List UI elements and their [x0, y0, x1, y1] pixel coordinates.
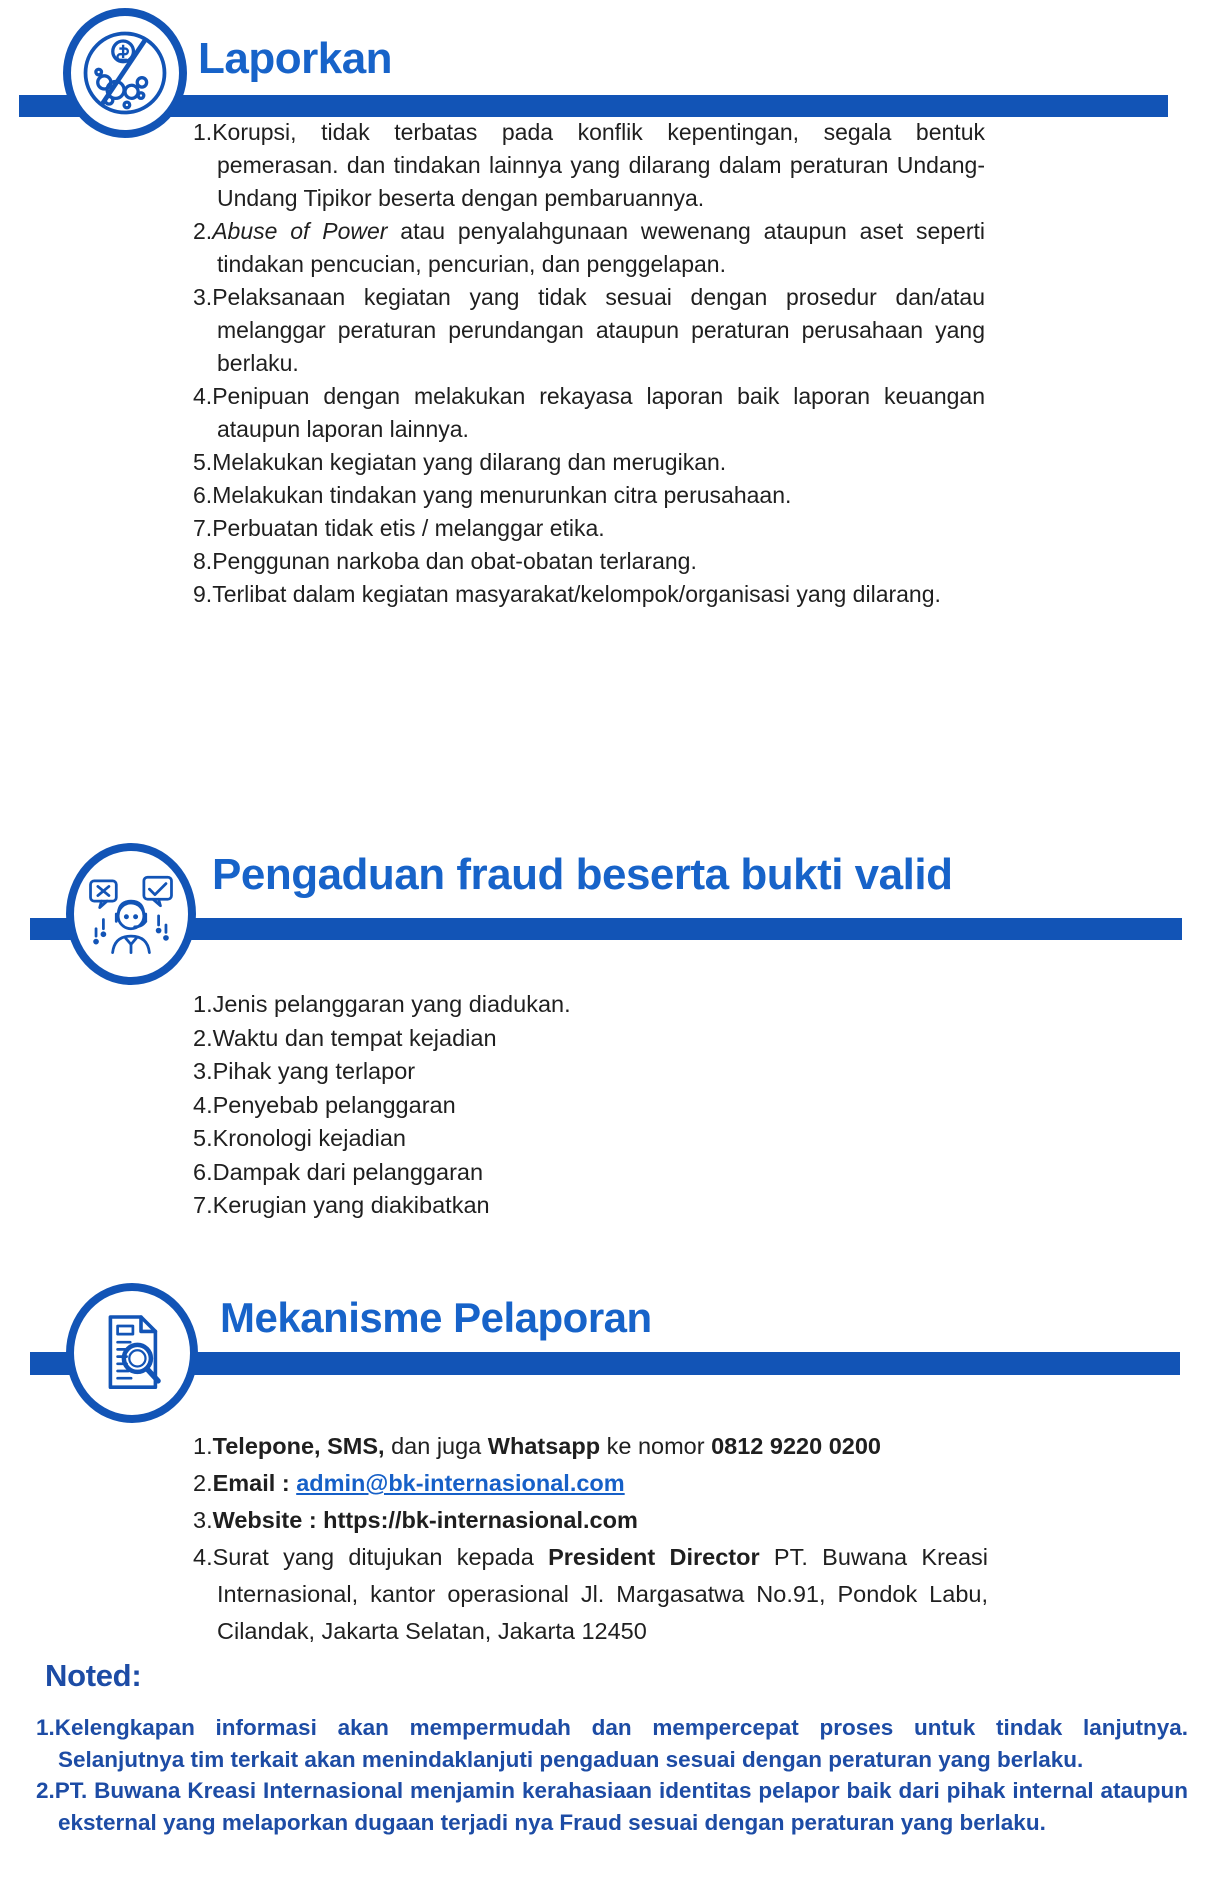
email-link[interactable]: admin@bk-internasional.com — [296, 1470, 625, 1496]
item-number: 8. — [193, 548, 213, 574]
list-item — [193, 1089, 833, 1123]
item-number: 9. — [193, 581, 213, 607]
item-number: 4. — [193, 1544, 213, 1570]
complaint-agent-icon — [66, 843, 196, 985]
section-divider-bar — [30, 918, 1182, 940]
item-number: 2. — [193, 218, 213, 244]
report-audit-glyph — [87, 1308, 177, 1398]
text-segment: Pihak yang terlapor — [212, 1058, 416, 1084]
list-item — [36, 1712, 1188, 1775]
text-segment: Penyebab pelanggaran — [212, 1091, 456, 1118]
list-item — [193, 380, 985, 446]
support-agent-glyph — [85, 868, 177, 960]
list-item — [193, 545, 985, 578]
document-search-icon — [66, 1283, 198, 1423]
item-number: 2. — [36, 1778, 55, 1803]
item-number: 3. — [193, 284, 213, 310]
noted-heading: Noted: — [45, 1658, 142, 1693]
no-money-glyph — [78, 26, 172, 120]
text-segment: Penipuan dengan melakukan rekayasa laporan baik laporan keuangan ataupun laporan lainnya. — [212, 383, 985, 442]
text-segment: PT. Buwana Kreasi Internasional menjamin kerahasiaan identitas pelapor baik dari pihak internal ataupun eksternal yang melaporkan dugaan terjadi nya Fraud sesuai dengan peraturan yang berlaku. — [54, 1778, 1188, 1835]
text-segment: Email : — [212, 1470, 297, 1496]
list-item — [193, 1189, 833, 1223]
noted-list — [36, 1712, 1188, 1838]
section-title-mekanisme: Mekanisme Pelaporan — [220, 1294, 652, 1341]
section-title-pengaduan: Pengaduan fraud beserta bukti valid — [212, 850, 953, 899]
list-item — [193, 1539, 988, 1650]
list-item — [193, 1122, 833, 1156]
text-segment: Kronologi kejadian — [212, 1125, 406, 1151]
item-number: 2. — [193, 1024, 213, 1051]
text-segment: Melakukan kegiatan yang dilarang dan merugikan. — [212, 449, 727, 475]
item-number: 4. — [193, 383, 213, 409]
list-item — [193, 479, 985, 512]
list-item — [193, 1465, 988, 1502]
section-divider-bar — [19, 95, 1168, 117]
text-segment: Kerugian yang diakibatkan — [212, 1192, 490, 1218]
text-segment: Surat yang ditujukan kepada — [212, 1544, 549, 1570]
text-segment: Website : https://bk-internasional.com — [212, 1507, 638, 1533]
list-item — [193, 578, 985, 611]
text-segment: Kelengkapan informasi akan mempermudah dan mempercepat proses untuk tindak lanjutnya. Selanjutnya tim terkait akan menindaklanjuti pengaduan sesuai dengan peraturan yang berlaku. — [54, 1715, 1188, 1772]
text-segment: Waktu dan tempat kejadian — [212, 1024, 497, 1051]
section-divider-bar — [30, 1352, 1180, 1375]
list-item — [36, 1775, 1188, 1838]
text-segment: Whatsapp — [487, 1433, 601, 1459]
item-number: 1. — [193, 991, 213, 1017]
item-number: 6. — [193, 482, 213, 508]
anti-corruption-icon — [63, 8, 187, 138]
text-segment: Terlibat dalam kegiatan masyarakat/kelompok/organisasi yang dilarang. — [212, 581, 941, 607]
list-item — [193, 116, 985, 215]
item-number: 3. — [193, 1058, 213, 1084]
list-item — [193, 1055, 833, 1089]
item-number: 3. — [193, 1507, 213, 1533]
item-number: 5. — [193, 449, 213, 475]
text-segment: Melakukan tindakan yang menurunkan citra perusahaan. — [212, 482, 792, 508]
text-segment: Perbuatan tidak etis / melanggar etika. — [212, 515, 605, 541]
list-item — [193, 988, 833, 1022]
text-segment: Abuse of Power — [212, 218, 388, 244]
text-segment: PT. Buwana Kreasi Internasional, kantor operasional Jl. Margasatwa No.91, Pondok Labu, Cilandak, Jakarta Selatan, Jakarta 12450 — [217, 1544, 989, 1644]
item-number: 5. — [193, 1125, 213, 1151]
item-number: 1. — [193, 119, 213, 145]
text-segment: Dampak dari pelanggaran — [212, 1158, 484, 1185]
text-segment: President Director — [548, 1544, 760, 1570]
list-item — [193, 1156, 833, 1190]
list-item — [193, 1502, 988, 1539]
text-segment: Pelaksanaan kegiatan yang tidak sesuai dengan prosedur dan/atau melanggar peraturan perundangan ataupun peraturan perusahaan yang berlaku. — [212, 284, 985, 376]
text-segment: dan juga — [384, 1433, 488, 1459]
item-number: 1. — [193, 1433, 213, 1459]
list-item — [193, 1022, 833, 1056]
text-segment: ke nomor — [600, 1433, 712, 1459]
item-number: 1. — [36, 1715, 55, 1740]
laporkan-list — [193, 116, 985, 611]
pengaduan-list — [193, 988, 833, 1223]
list-item — [193, 1428, 988, 1465]
item-number: 2. — [193, 1470, 213, 1496]
section-title-laporkan: Laporkan — [198, 34, 393, 83]
text-segment: Korupsi, tidak terbatas pada konflik kepentingan, segala bentuk pemerasan. dan tindakan lainnya yang dilarang dalam peraturan Undang- Undang Tipikor beserta dengan pembaruannya. — [212, 119, 985, 211]
text-segment: 0812 9220 0200 — [711, 1433, 881, 1459]
list-item — [193, 512, 985, 545]
list-item — [193, 281, 985, 380]
text-segment: Jenis pelanggaran yang diadukan. — [212, 991, 571, 1017]
text-segment: atau penyalahgunaan wewenang ataupun aset seperti tindakan pencucian, pencurian, dan penggelapan. — [217, 218, 986, 277]
list-item — [193, 446, 985, 479]
item-number: 6. — [193, 1158, 213, 1185]
mekanisme-list — [193, 1428, 988, 1650]
list-item — [193, 215, 985, 281]
item-number: 7. — [193, 1192, 213, 1218]
item-number: 4. — [193, 1091, 213, 1118]
item-number: 7. — [193, 515, 213, 541]
text-segment: Telepone, SMS, — [212, 1433, 385, 1459]
text-segment: Penggunan narkoba dan obat-obatan terlarang. — [212, 548, 697, 574]
